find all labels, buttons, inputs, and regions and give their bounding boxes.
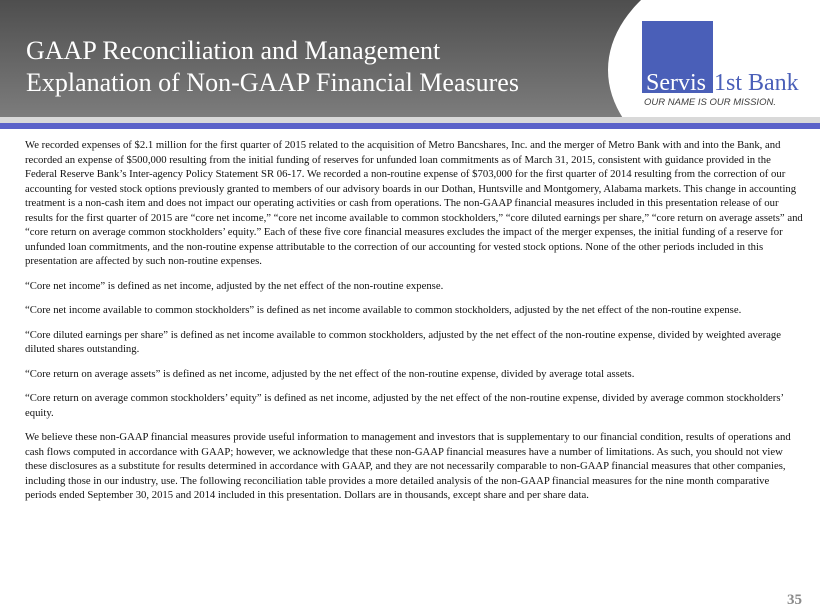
- header-banner: [0, 0, 820, 117]
- company-logo: [642, 21, 814, 111]
- paragraph-core-net-income: “Core net income” is defined as net income, adjusted by the net effect of the non-routine expense.: [25, 279, 444, 292]
- paragraph-disclaimer: We believe these non-GAAP financial measures provide useful information to management and investors that is supplementary to our financial condition, results of operations and cash flows computed in accordance with GAAP; however, we acknowledge that these non-GAAP financial measures have a number of limitations. As such, you should not view these disclosures as a substitute for results determined in accordance with GAAP, and they are not necessarily comparable to non-GAAP financial measures that other companies, including those in our industry, use. The following reconciliation table provides a more detailed analysis of the non-GAAP financial measures for the nine month comparative periods ended September 30, 2015 and 2014 included in this presentation. Dollars are in thousands, except share and per share data.: [25, 431, 791, 501]
- logo-tagline: OUR NAME IS OUR MISSION.: [644, 97, 776, 108]
- logo-name-part-1: Servis: [646, 70, 706, 96]
- header-divider-blue: [0, 123, 820, 129]
- page-title-line-1: GAAP Reconciliation and Management: [26, 36, 441, 65]
- paragraph-core-net-income-common: “Core net income available to common stockholders” is defined as net income available to common stockholders, adjusted by the net effect of the non-routine expense.: [25, 304, 742, 316]
- page-title: [26, 35, 519, 99]
- paragraph-core-diluted-eps: “Core diluted earnings per share” is defined as net income available to common stockholders, adjusted by the net effect of the non-routine expense, divided by weighted average diluted shares outstanding.: [25, 328, 781, 355]
- paragraph-core-roace: “Core return on average common stockholders’ equity” is defined as net income, adjusted by the net effect of the non-routine expense, divided by average common stockholders’ equity.: [25, 392, 784, 419]
- paragraph-intro: We recorded expenses of $2.1 million for the first quarter of 2015 related to the acquisition of Metro Bancshares, Inc. and the merger of Metro Bank with and into the Bank, and recorded an expense of $500,000 resulting from the initial funding of reserves for unfunded loan commitments as of March 31, 2015, consistent with guidance provided in the Federal Reserve Bank’s Inter-agency Policy Statement SR 06-17. We recorded a non-routine expense of $703,000 for the first quarter of 2014 resulting from the correction of our accounting for vested stock options previously granted to members of our advisory boards in our Dothan, Huntsville and Montgomery, Alabama markets. This change in accounting treatment is a non-cash item and does not impact our operating activities or cash from operations. The non-GAAP financial measures included in this presentation release of our results for the first quarter of 2015 are “core net income,” “core net income available to common stockholders,” “core diluted earnings per share,” “core return on average assets” and “core return on average common stockholders’ equity.” Each of these five core financial measures excludes the impact of the merger expenses, the initial funding of a reserve for unfunded loan commitments, and the non-routine expense attributable to the correction of our accounting for vested stock options. None of the other periods included in this presentation are affected by such non-routine expenses.: [25, 139, 803, 267]
- page-number: 35: [787, 592, 802, 608]
- page-title-line-2: Explanation of Non-GAAP Financial Measures: [26, 68, 519, 97]
- logo-name: [642, 71, 799, 95]
- paragraph-core-roaa: “Core return on average assets” is defined as net income, adjusted by the net effect of the non-routine expense, divided by average total assets.: [25, 367, 635, 380]
- logo-name-part-2: 1st Bank: [714, 70, 799, 96]
- body-text: [25, 138, 803, 513]
